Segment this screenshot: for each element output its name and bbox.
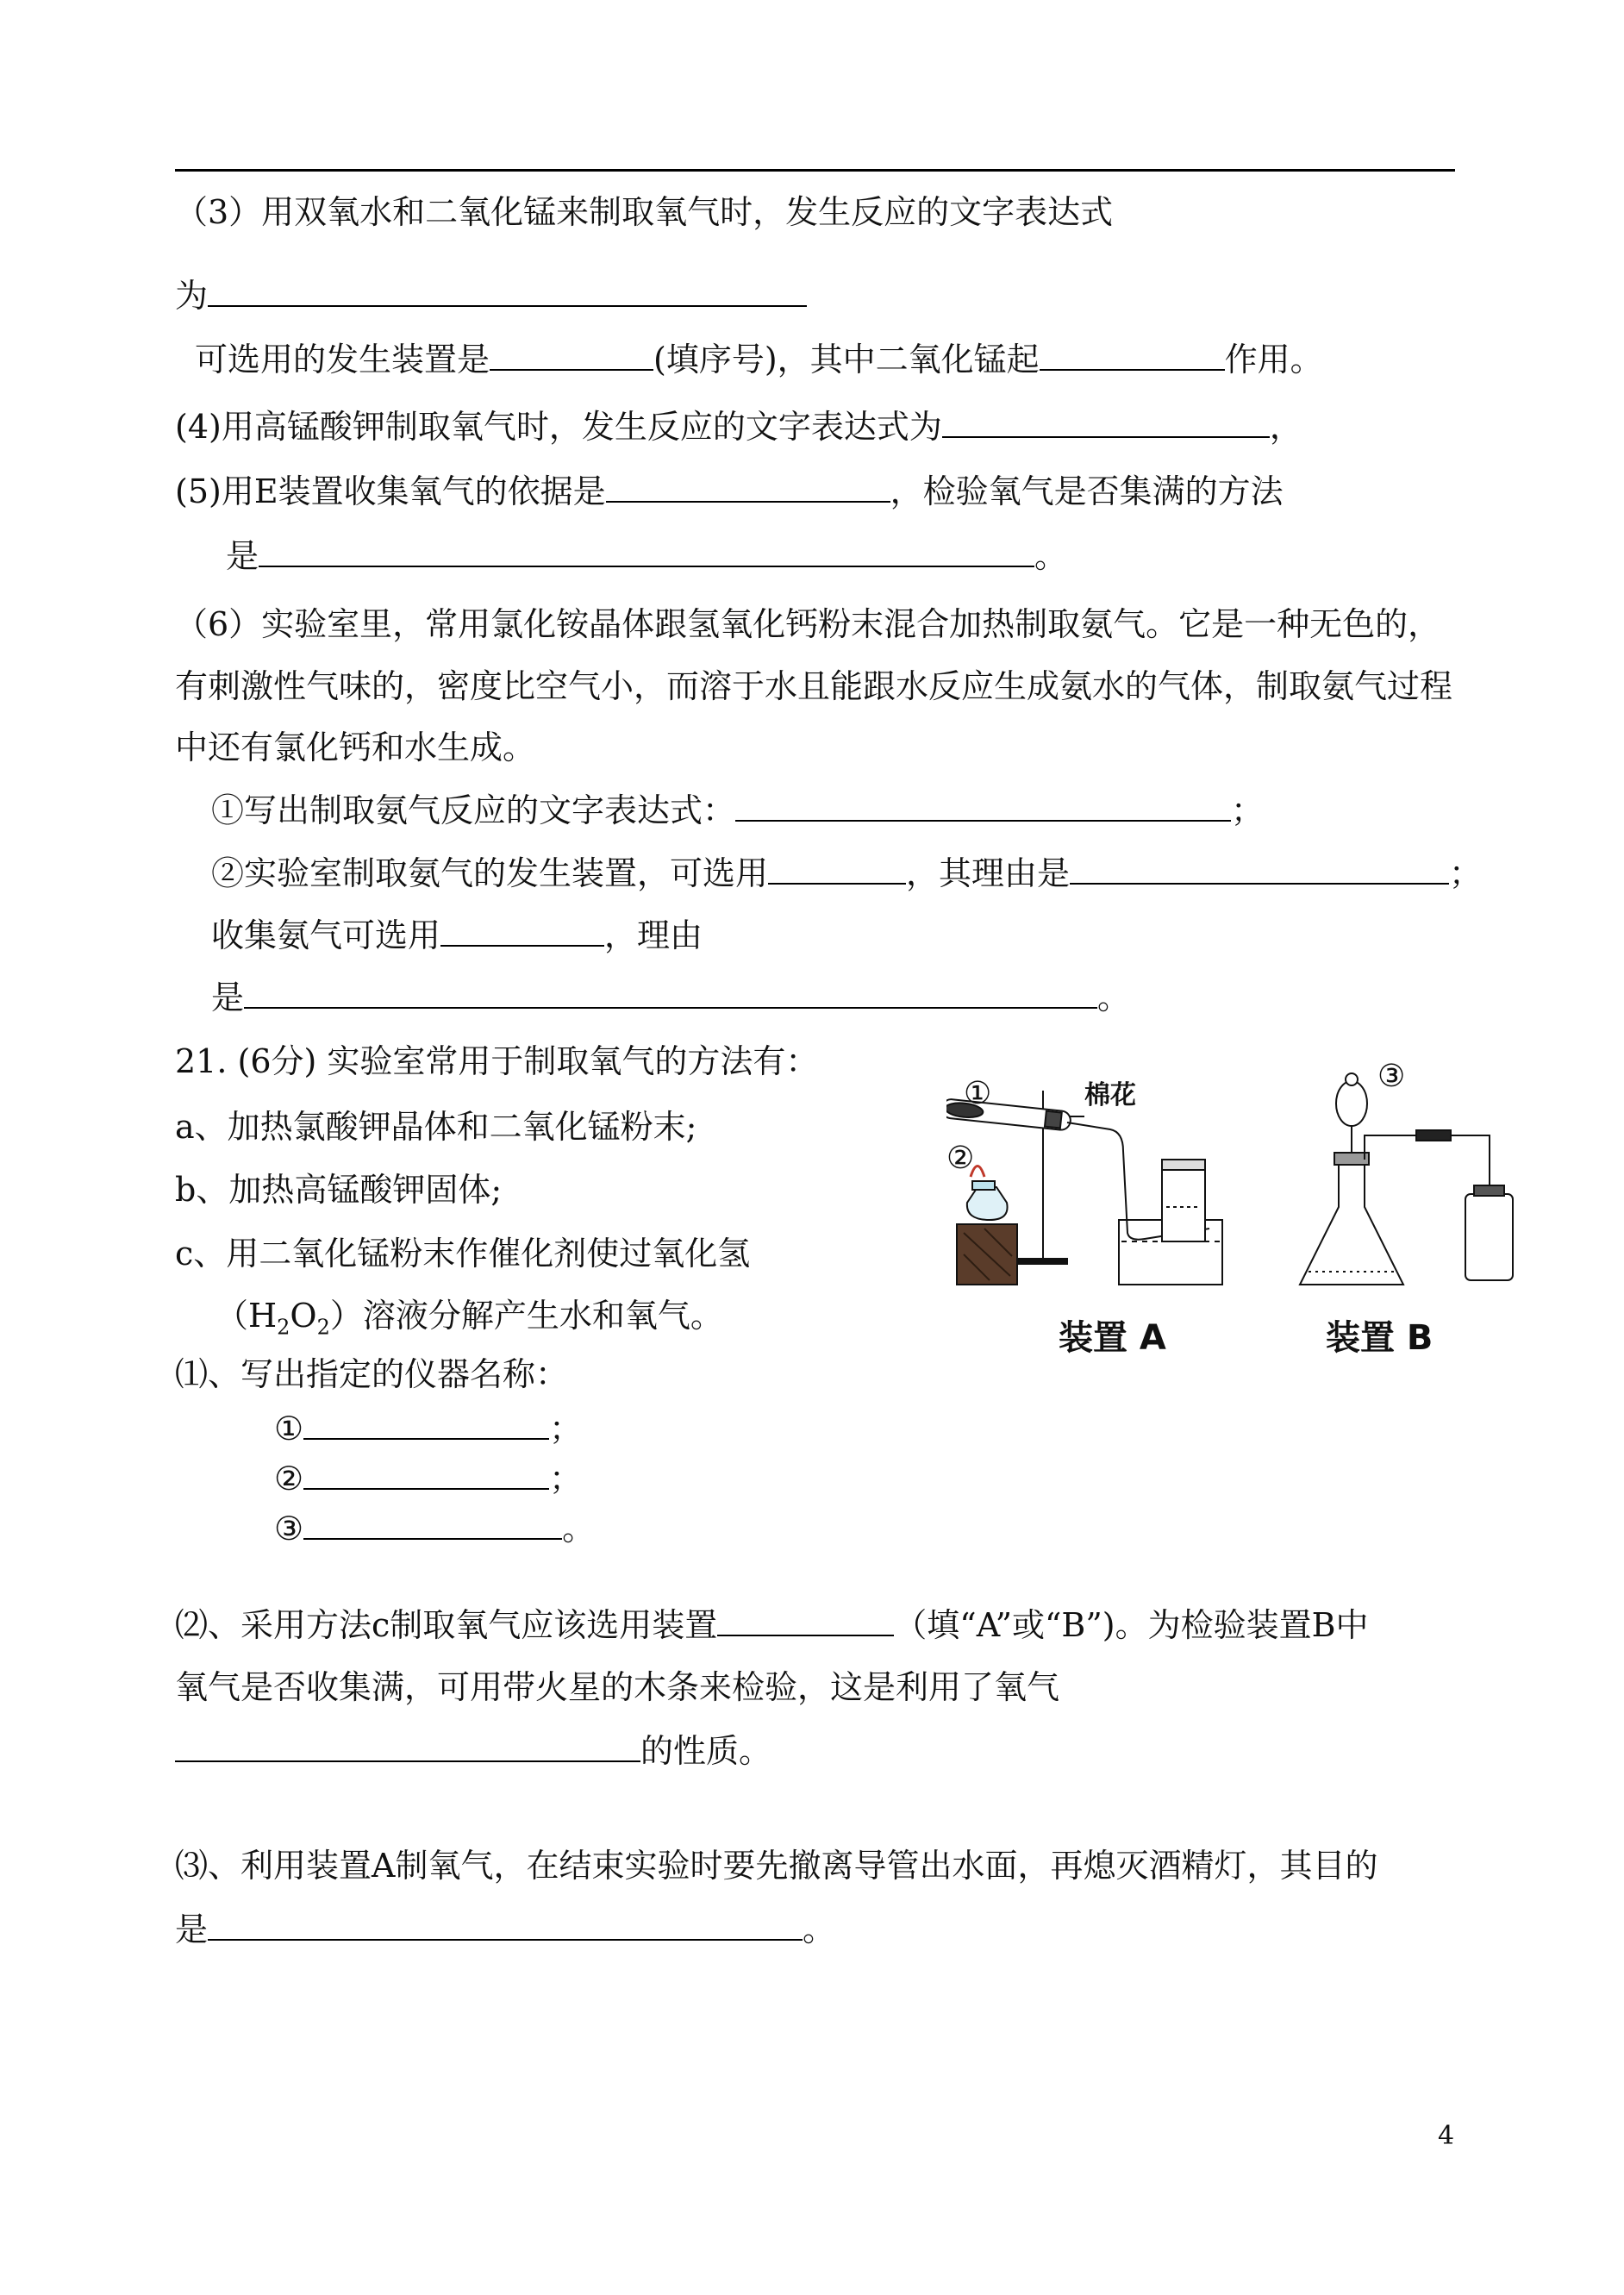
answer-blank[interactable] (735, 789, 1231, 822)
q3-text-b: (填序号)，其中二氧化锰起 (653, 341, 1040, 378)
q21-p2-suffix: 的性质。 (640, 1732, 772, 1770)
apparatus-a-label: 装置 A (1059, 1318, 1166, 1358)
q21-title: 21. (6分) 实验室常用于制取氧气的方法有： (175, 1042, 819, 1080)
cotton-label: 棉花 (1084, 1080, 1136, 1110)
q21-part2-line2: 氧气是否收集满，可用带火星的木条来检验，这是利用了氧气 (175, 1668, 1060, 1706)
apparatus-b-drawing (1300, 1073, 1513, 1285)
q21-p3-prefix: 是 (175, 1910, 209, 1948)
q4-line (175, 405, 1302, 447)
answer-blank[interactable] (303, 1407, 549, 1440)
answer-blank[interactable] (606, 470, 890, 503)
answer-blank[interactable] (259, 535, 1034, 567)
q6-line1: （6）实验室里，常用氯化铵晶体跟氢氧化钙粉末混合加热制取氨气。它是一种无色的， (175, 605, 1441, 643)
formula-mid: O (290, 1297, 317, 1335)
item-suffix: 。 (562, 1510, 596, 1548)
formula-sub: 2 (277, 1315, 290, 1340)
answer-blank[interactable] (717, 1604, 894, 1636)
item-suffix: ； (549, 1460, 583, 1498)
q6-sub3-text-b: ，理由 (604, 916, 703, 954)
answer-blank[interactable] (490, 338, 653, 371)
q4-text: (4)用高锰酸钾制取氧气时，发生反应的文字表达式为 (175, 408, 942, 446)
formula-sub: 2 (316, 1315, 330, 1340)
figure-label-2: ② (946, 1141, 975, 1176)
q6-sub2-text-a: ②实验室制取氨气的发生装置，可选用 (211, 854, 769, 892)
q21-part1-item1 (274, 1407, 582, 1449)
item-marker: ③ (274, 1510, 304, 1548)
q6-line3: 中还有氯化钙和水生成。 (175, 729, 536, 766)
q5-suffix: 。 (1034, 537, 1068, 575)
answer-blank[interactable] (1070, 852, 1449, 885)
q21-part3-line2 (175, 1908, 835, 1950)
q6-line2: 有刺激性气味的，密度比空气小，而溶于水且能跟水反应生成氨水的气体，制取氨气过程 (175, 667, 1453, 705)
q3-prefix: 为 (175, 277, 209, 315)
q6-sub4-suffix: 。 (1097, 979, 1131, 1016)
q21-part1-item2 (274, 1457, 582, 1499)
page-number: 4 (1438, 2121, 1455, 2151)
q5-text-b: ，检验氧气是否集满的方法 (890, 472, 1284, 510)
q21-p2-text-b: （填“A”或“B”)。为检验装置B中 (894, 1606, 1369, 1644)
figure-label-1: ① (964, 1076, 992, 1111)
q5-line1 (175, 470, 1284, 512)
q6-sub3 (211, 914, 703, 956)
apparatus-b-label: 装置 B (1326, 1318, 1433, 1358)
q21-part3-line1: ⑶、利用装置A制氧气，在结束实验时要先撤离导管出水面，再熄灭酒精灯，其目的 (175, 1847, 1378, 1885)
q5-line2 (226, 535, 1067, 577)
q21-part2-line1 (175, 1604, 1369, 1646)
q21-part2-line3 (175, 1729, 771, 1772)
q21-method-a: a、加热氯酸钾晶体和二氧化锰粉末; (175, 1108, 697, 1146)
q21-method-b: b、加热高锰酸钾固体; (175, 1171, 503, 1209)
answer-blank[interactable] (244, 976, 1097, 1009)
answer-blank[interactable] (768, 852, 906, 885)
apparatus-a-drawing (946, 1091, 1222, 1285)
q21-part1: ⑴、写出指定的仪器名称： (175, 1355, 569, 1393)
answer-blank[interactable] (1040, 338, 1225, 371)
q6-sub2 (211, 852, 1482, 894)
q3-line1: （3）用双氧水和二氧化锰来制取氧气时，发生反应的文字表达式 (175, 193, 1114, 231)
q6-sub1 (211, 789, 1264, 831)
q21-p2-text-a: ⑵、采用方法c制取氧气应该选用装置 (175, 1606, 718, 1644)
answer-blank[interactable] (208, 1908, 803, 1941)
answer-blank[interactable] (303, 1507, 562, 1540)
q3-line3 (195, 338, 1323, 380)
q3-text-a: 可选用的发生装置是 (195, 341, 490, 378)
q6-sub2-text-b: ，其理由是 (906, 854, 1071, 892)
q6-sub1-suffix: ； (1231, 791, 1265, 829)
formula-open: （H (215, 1297, 278, 1335)
q21-part1-item3 (274, 1507, 595, 1549)
figure-label-3: ③ (1377, 1059, 1406, 1094)
q3-text-c: 作用。 (1224, 341, 1323, 378)
q6-sub4-prefix: 是 (211, 979, 245, 1016)
q3-line2 (175, 274, 807, 316)
q6-sub1-text: ①写出制取氨气反应的文字表达式： (211, 791, 736, 829)
q6-sub4 (211, 976, 1130, 1018)
q5-text-a: (5)用E装置收集氧气的依据是 (175, 472, 606, 510)
q21-p3-suffix: 。 (803, 1910, 836, 1948)
apparatus-figure (946, 1056, 1533, 1384)
answer-blank[interactable] (942, 405, 1270, 438)
answer-blank[interactable] (208, 274, 807, 307)
q5-prefix: 是 (226, 537, 259, 575)
q21-method-c: c、用二氧化锰粉末作催化剂使过氧化氢 (175, 1235, 751, 1273)
answer-blank[interactable] (175, 1729, 640, 1762)
formula-rest: ）溶液分解产生水和氧气。 (329, 1297, 723, 1335)
item-suffix: ； (549, 1410, 583, 1448)
q21-method-c-cont (215, 1295, 723, 1348)
q4-suffix: ， (1269, 408, 1302, 446)
answer-blank[interactable] (440, 914, 604, 947)
header-rule (175, 169, 1455, 172)
answer-blank[interactable] (303, 1457, 549, 1490)
q6-sub2-suffix: ； (1449, 854, 1483, 892)
q6-sub3-text-a: 收集氨气可选用 (211, 916, 441, 954)
item-marker: ① (274, 1410, 304, 1448)
item-marker: ② (274, 1460, 304, 1498)
